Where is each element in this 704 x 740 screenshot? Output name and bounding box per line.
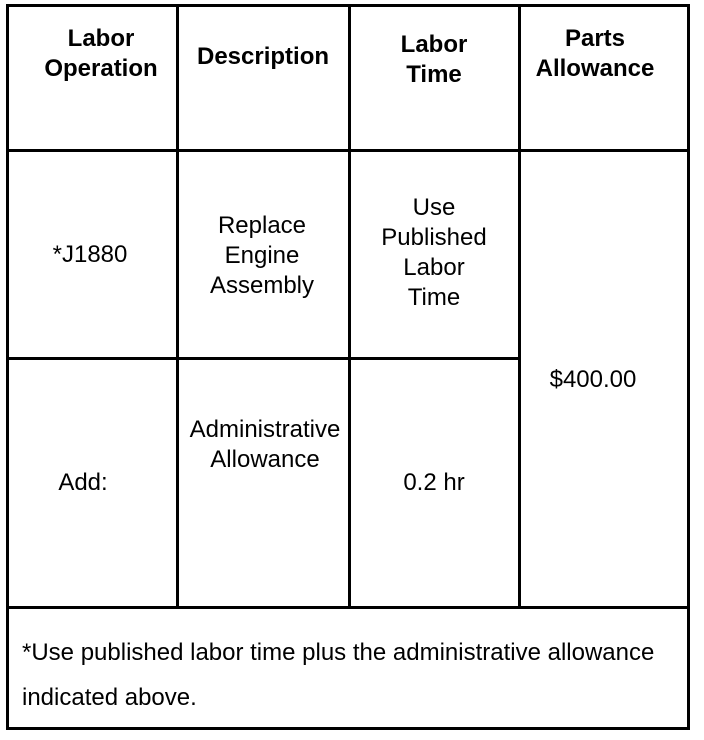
row2-labor-time: 0.2 hr (403, 469, 465, 496)
column-divider-3 (518, 4, 521, 608)
header-description: Description (196, 43, 330, 70)
row2-labor-operation: Add: (58, 469, 108, 496)
row1-description: Replace Engine Assembly (209, 212, 315, 299)
row2-description: Administrative Allowance (189, 416, 341, 473)
row1-labor-operation: *J1880 (52, 241, 128, 268)
header-parts-allowance: Parts Allowance (535, 25, 655, 82)
footnote-text: *Use published labor time plus the administrative allowance indicated above. (22, 639, 655, 711)
parts-allowance-value: $400.00 (549, 366, 637, 393)
row1-labor-time: Use Published Labor Time (381, 194, 487, 311)
row-divider (6, 357, 520, 360)
header-labor-time: Labor Time (400, 31, 468, 88)
header-labor-operation: Labor Operation (44, 25, 158, 82)
border-bottom (6, 727, 690, 730)
border-left (6, 4, 9, 730)
border-right (687, 4, 690, 730)
